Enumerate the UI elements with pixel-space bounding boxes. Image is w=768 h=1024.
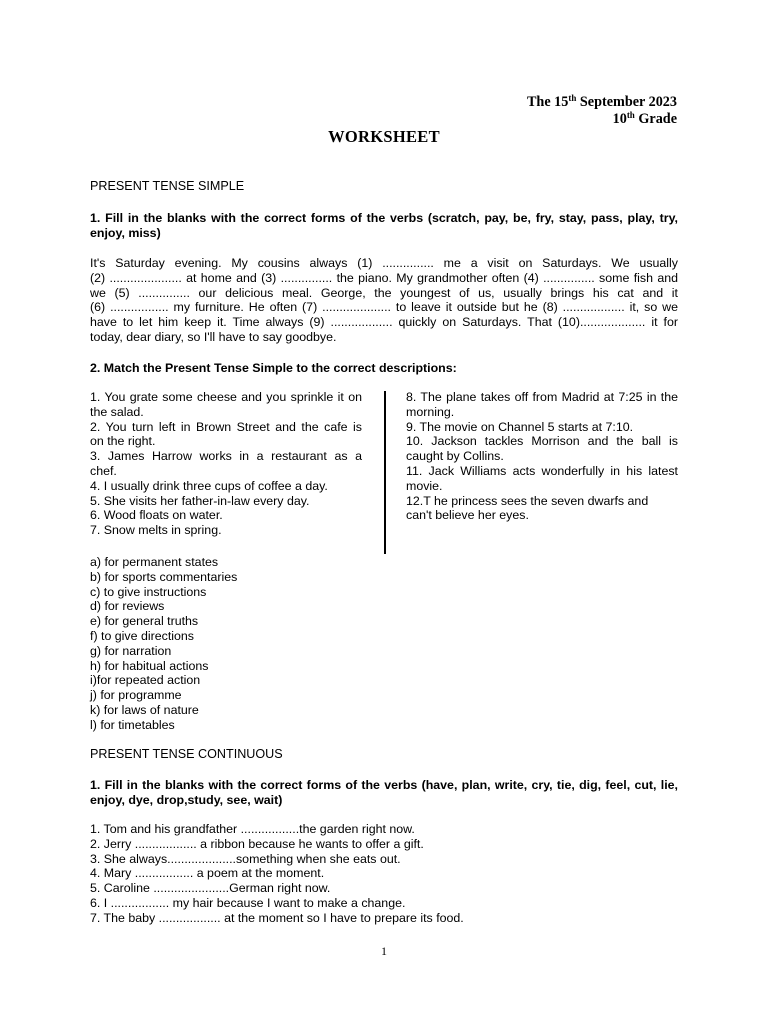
sentence-line: on the right. [90, 434, 156, 449]
description-item: e) for general truths [90, 614, 199, 629]
instruction-line: 1. Fill in the blanks with the correct forms of the verbs (have, plan, write, cry, tie, dig, feel, cut, lie, [90, 778, 678, 792]
exercise2-instruction: 2. Match the Present Tense Simple to the correct descriptions: [90, 361, 457, 375]
sentence-line: 2. You turn left in Brown Street and the cafe is [90, 419, 362, 434]
sentence-line: 5. She visits her father-in-law every day. [90, 493, 310, 508]
sentence-line: 8. The plane takes off from Madrid at 7:25 in the [406, 390, 678, 404]
sentence-line: 4. I usually drink three cups of coffee a day. [90, 478, 328, 493]
sentence-line: movie. [406, 478, 443, 493]
section-heading-present-simple: PRESENT TENSE SIMPLE [90, 179, 245, 193]
paragraph-line: we (5) ............... our delicious meal. George, the youngest of us, usually brings his cat and it [90, 285, 678, 300]
page-number: 1 [381, 944, 387, 958]
fill-blank-item: 3. She always....................something when she eats out. [90, 851, 401, 866]
fill-blank-item: 5. Caroline ......................German right now. [90, 881, 331, 896]
fill-blank-item: 7. The baby .................. at the moment so I have to prepare its food. [90, 910, 464, 925]
sentence-line: 6. Wood floats on water. [90, 508, 223, 523]
paragraph-line: have to let him keep it. Time always (9) .................. quickly on Saturdays. That (10)................... it for [90, 315, 678, 330]
sentence-line: 7. Snow melts in spring. [90, 523, 222, 538]
paragraph-line: It's Saturday evening. My cousins always (1) ............... me a visit on Saturdays. We usually [90, 256, 678, 270]
description-item: h) for habitual actions [90, 658, 209, 673]
sentence-line: caught by Collins. [406, 449, 504, 464]
description-item: d) for reviews [90, 599, 165, 614]
sentence-line: 3. James Harrow works in a restaurant as a [90, 449, 362, 464]
date-line: The 15th September 2023 [526, 93, 677, 110]
instruction-line: enjoy, dye, drop,study, see, wait) [90, 792, 283, 807]
fill-blank-item: 2. Jerry .................. a ribbon because he wants to offer a gift. [90, 836, 424, 851]
sentence-line: 11. Jack Williams acts wonderfully in his latest [406, 463, 678, 478]
sentence-line: 9. The movie on Channel 5 starts at 7:10. [406, 419, 634, 434]
sentence-line: 12.T he princess sees the seven dwarfs and [406, 493, 649, 508]
description-item: l) for timetables [90, 717, 175, 732]
description-item: c) to give instructions [90, 584, 207, 599]
description-item: k) for laws of nature [90, 702, 199, 717]
sentence-line: chef. [90, 463, 117, 478]
column-divider [384, 391, 386, 554]
fill-blank-item: 4. Mary ................. a poem at the moment. [90, 866, 325, 881]
description-item: f) to give directions [90, 628, 194, 643]
description-item: b) for sports commentaries [90, 569, 238, 584]
continuous-exercise1-items [90, 822, 464, 926]
sentence-line: 1. You grate some cheese and you sprinkle it on [90, 390, 362, 404]
sentence-line: 10. Jackson tackles Morrison and the ball is [406, 434, 678, 449]
exercise1-paragraph [90, 256, 678, 345]
description-item: i)for repeated action [90, 673, 201, 688]
sentences-left-column [90, 390, 362, 538]
paragraph-line: (2) ..................... at home and (3) ............... the piano. My grandmother often (4) ............... some fish and [90, 270, 678, 285]
fill-blank-item: 6. I ................. my hair because I want to make a change. [90, 895, 406, 910]
sentences-right-column [406, 390, 678, 523]
sentence-line: can't believe her eyes. [406, 508, 529, 523]
paragraph-line: (6) ................. my furniture. He often (7) .................... to leave it outside but he (8) .................. it, so we [90, 300, 678, 315]
continuous-exercise1-instruction [90, 778, 678, 808]
grade-line: 10th Grade [612, 110, 677, 127]
date-grade-block [527, 94, 677, 128]
paragraph-line: today, dear diary, so I'll have to say goodbye. [90, 329, 337, 344]
description-item: j) for programme [90, 688, 182, 703]
description-item: g) for narration [90, 643, 172, 658]
instruction-line: enjoy, miss) [90, 225, 161, 240]
fill-blank-item: 1. Tom and his grandfather .................the garden right now. [90, 822, 415, 836]
descriptions-list [90, 555, 237, 733]
instruction-line: 1. Fill in the blanks with the correct forms of the verbs (scratch, pay, be, fry, stay, pass, play, try, [90, 211, 678, 225]
exercise1-instruction [90, 211, 678, 241]
sentence-line: morning. [406, 404, 455, 419]
sentence-line: the salad. [90, 404, 144, 419]
section-heading-present-continuous: PRESENT TENSE CONTINUOUS [90, 747, 283, 761]
description-item: a) for permanent states [90, 555, 219, 569]
worksheet-title: WORKSHEET [328, 127, 440, 146]
